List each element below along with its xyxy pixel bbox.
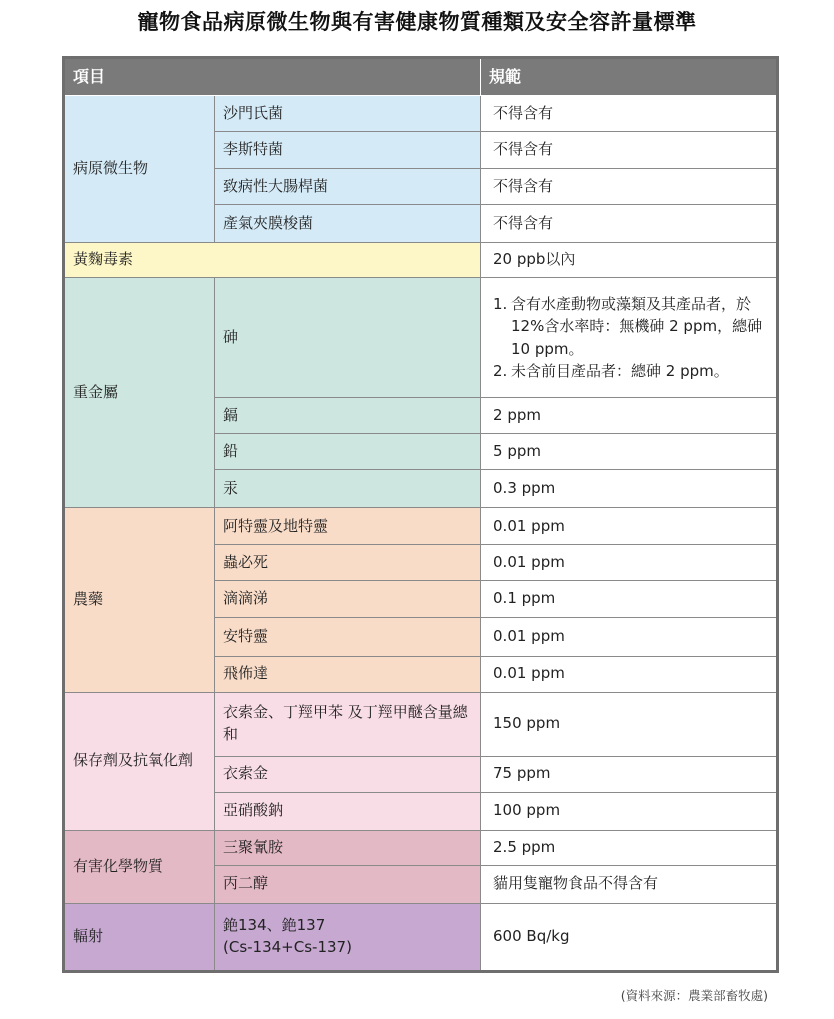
category-pesticides: 農藥 bbox=[64, 508, 215, 692]
item-name: 蟲必死 bbox=[215, 545, 481, 581]
item-name: 亞硝酸鈉 bbox=[215, 792, 481, 830]
item-name: 致病性大腸桿菌 bbox=[215, 169, 481, 205]
item-name: 衣索金、丁羥甲苯 及丁羥甲醚含量總和 bbox=[215, 692, 481, 756]
table-row bbox=[64, 278, 778, 398]
radiation-name-line1: 銫134、銫137 bbox=[223, 916, 326, 935]
item-standard: 不得含有 bbox=[481, 169, 778, 205]
item-standard: 不得含有 bbox=[481, 205, 778, 243]
item-standard: 20 ppb以內 bbox=[481, 243, 778, 278]
item-name: 砷 bbox=[215, 278, 481, 398]
item-standard: 5 ppm bbox=[481, 434, 778, 470]
radiation-name-line2: (Cs-134+Cs-137) bbox=[223, 937, 352, 956]
item-standard: 0.01 ppm bbox=[481, 545, 778, 581]
standards-table bbox=[62, 56, 779, 973]
item-standard: 75 ppm bbox=[481, 756, 778, 792]
category-aflatoxin: 黃麴毒素 bbox=[64, 243, 481, 278]
category-heavy-metals: 重金屬 bbox=[64, 278, 215, 508]
item-name: 飛佈達 bbox=[215, 656, 481, 692]
category-radiation: 輻射 bbox=[64, 903, 215, 971]
header-standard: 規範 bbox=[481, 58, 778, 96]
item-standard: 貓用隻寵物食品不得含有 bbox=[481, 865, 778, 903]
item-name: 鉛 bbox=[215, 434, 481, 470]
list-number: 2. bbox=[493, 362, 508, 381]
item-standard: 100 ppm bbox=[481, 792, 778, 830]
list-text: 含有水產動物或藻類及其產品者，於12%含水率時：無機砷 2 ppm，總砷 10 ppm。 bbox=[511, 294, 763, 358]
source-note: (資料來源：農業部畜牧處) bbox=[620, 988, 768, 1003]
item-name: 衣索金 bbox=[215, 756, 481, 792]
table-row bbox=[64, 508, 778, 545]
arsenic-standard bbox=[481, 278, 778, 398]
item-standard: 600 Bq/kg bbox=[481, 903, 778, 971]
item-standard: 0.01 ppm bbox=[481, 617, 778, 656]
category-harmful-chemicals: 有害化學物質 bbox=[64, 830, 215, 903]
category-pathogens: 病原微生物 bbox=[64, 96, 215, 243]
item-standard: 0.01 ppm bbox=[481, 656, 778, 692]
item-standard: 2 ppm bbox=[481, 398, 778, 434]
page-title: 寵物食品病原微生物與有害健康物質種類及安全容許量標準 bbox=[137, 10, 697, 34]
list-item bbox=[493, 360, 768, 383]
list-text: 未含前目產品者：總砷 2 ppm。 bbox=[511, 362, 729, 381]
arsenic-standard-list bbox=[493, 293, 768, 383]
item-standard: 0.01 ppm bbox=[481, 508, 778, 545]
item-name: 丙二醇 bbox=[215, 865, 481, 903]
item-name: 李斯特菌 bbox=[215, 132, 481, 169]
table-row bbox=[64, 243, 778, 278]
list-number: 1. bbox=[493, 294, 508, 313]
table-row bbox=[64, 96, 778, 132]
item-name: 產氣夾膜梭菌 bbox=[215, 205, 481, 243]
item-name: 阿特靈及地特靈 bbox=[215, 508, 481, 545]
table-row bbox=[64, 903, 778, 971]
item-name: 三聚氰胺 bbox=[215, 830, 481, 865]
header-item: 項目 bbox=[64, 58, 481, 96]
item-standard: 2.5 ppm bbox=[481, 830, 778, 865]
item-standard: 0.1 ppm bbox=[481, 581, 778, 617]
item-name: 汞 bbox=[215, 470, 481, 508]
category-preservatives: 保存劑及抗氧化劑 bbox=[64, 692, 215, 830]
item-standard: 不得含有 bbox=[481, 132, 778, 169]
list-item bbox=[493, 293, 768, 361]
item-name: 安特靈 bbox=[215, 617, 481, 656]
item-name: 滴滴涕 bbox=[215, 581, 481, 617]
table-header-row bbox=[64, 58, 778, 96]
table-row bbox=[64, 830, 778, 865]
item-standard: 不得含有 bbox=[481, 96, 778, 132]
item-name: 鎘 bbox=[215, 398, 481, 434]
item-name: 沙門氏菌 bbox=[215, 96, 481, 132]
item-standard: 150 ppm bbox=[481, 692, 778, 756]
item-standard: 0.3 ppm bbox=[481, 470, 778, 508]
item-name bbox=[215, 903, 481, 971]
table-row bbox=[64, 692, 778, 756]
